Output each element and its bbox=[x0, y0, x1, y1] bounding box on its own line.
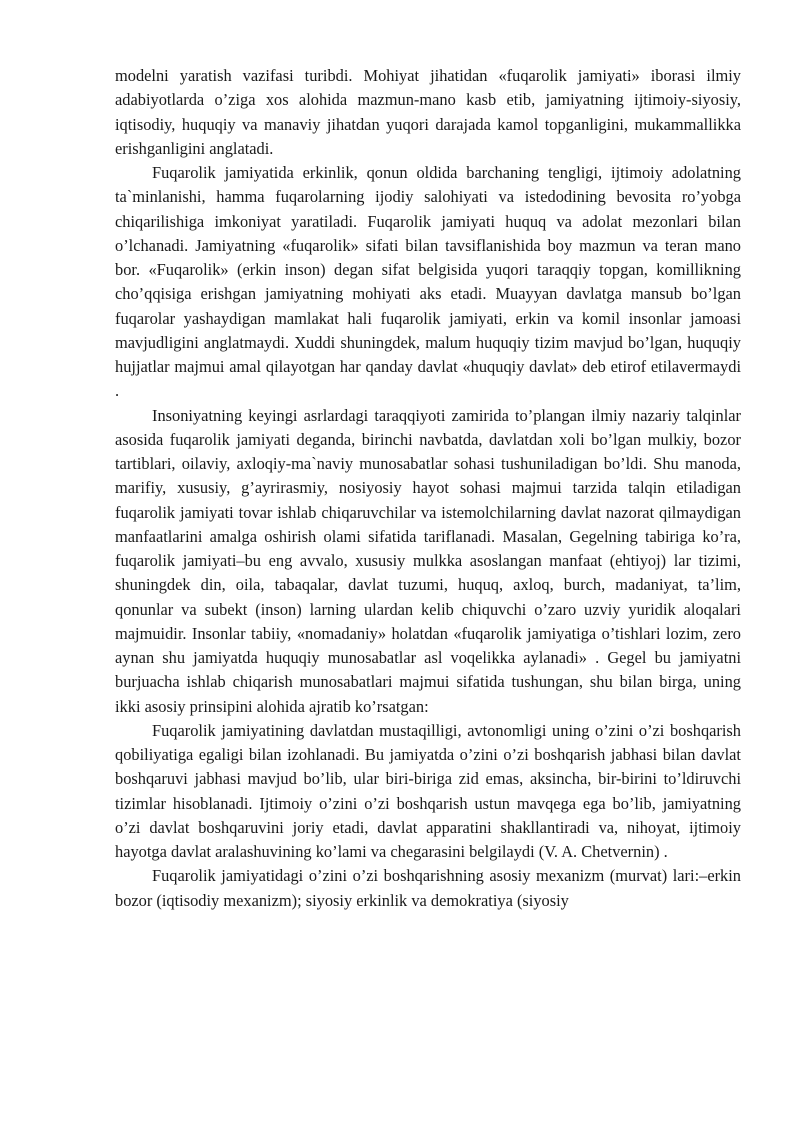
paragraph-2: Fuqarolik jamiyatida erkinlik, qonun oldida barchaning tengligi, ijtimoiy adolatning ta`minlanishi, hamma fuqarolarning ijodiy salohiyati va istedodining bevosita ro’yobga chiqarilishiga imkoniyat yaratiladi. Fuqarolik jamiyati huquq va adolat mezonlari bilan o’lchanadi. Jamiyatning «fuqarolik» sifati bilan tavsiflanishida boy mazmun va teran mano bor. «Fuqarolik» (erkin inson) degan sifat belgisida yuqori taraqqiy topgan, komillikning cho’qqisiga erishgan jamiyatning mohiyati aks etadi. Muayyan davlatga mansub bo’lgan fuqarolar yashaydigan mamlakat hali fuqarolik jamiyati, erkin va komil insonlar jamoasi mavjudligini anglatmaydi. Xuddi shuningdek, malum huquqiy tizim mavjud bo’lgan, huquqiy hujjatlar majmui amal qilayotgan har qanday davlat «huquqiy davlat» deb etirof etilavermaydi . bbox=[115, 163, 741, 401]
paragraph-3: Insoniyatning keyingi asrlardagi taraqqiyoti zamirida to’plangan ilmiy nazariy talqinlar asosida fuqarolik jamiyati deganda, birinchi navbatda, davlatdan xoli bo’lgan mulkiy, bozor tartiblari, oilaviy, axloqiy-ma`naviy munosabatlar sohasi tushuniladigan bo’ldi. Shu manoda, marifiy, xususiy, g’ayrirasmiy, nosiyosiy hayot sohasi majmui tarzida talqin etiladigan fuqarolik jamiyati tovar ishlab chiqaruvchilar va istemolchilarning davlat nazorat qilmaydigan manfaatlarini amalga oshirish olami sifatida tariflanadi. Masalan, Gegelning tabiriga ko’ra, fuqarolik jamiyati–bu eng avvalo, xususiy mulkka asoslangan manfaat (ehtiyoj) lar tizimi, shuningdek din, oila, tabaqalar, davlat tuzumi, huquq, axloq, burch, madaniyat, ta’lim, qonunlar va subekt (inson) larning ulardan kelib chiquvchi o’zaro uzviy yuridik aloqalari majmuidir. Insonlar tabiiy, «nomadaniy» holatdan «fuqarolik jamiyatiga o’tishlari lozim, zero aynan shu jamiyatda huquqiy munosabatlar asl voqelikka aylanadi» . Gegel bu jamiyatni burjuacha ishlab chiqarish munosabatlari majmui sifatida tushungan, shu bilan birga, uning ikki asosiy prinsipini alohida ajratib ko’rsatgan: bbox=[115, 405, 741, 716]
document-page bbox=[115, 64, 741, 913]
paragraph-1: modelni yaratish vazifasi turibdi. Mohiyat jihatidan «fuqarolik jamiyati» iborasi ilmiy adabiyotlarda o’ziga xos alohida mazmun-mano kasb etib, jamiyatning ijtimoiy-siyosiy, iqtisodiy, huquqiy va manaviy jihatdan yuqori darajada kamol topganligini, mukammallikka erishganligini anglatadi. bbox=[115, 66, 741, 158]
paragraph-4: Fuqarolik jamiyatining davlatdan mustaqilligi, avtonomligi uning o’zini o’zi boshqarish qobiliyatiga egaligi bilan izohlanadi. Bu jamiyatda o’zini o’zi boshqarish jabhasi bilan davlat boshqaruvi jabhasi mavjud bo’lib, ular biri-biriga zid emas, aksincha, bir-birini to’ldiruvchi tizimlar hisoblanadi. Ijtimoiy o’zini o’zi boshqarish ustun mavqega ega bo’lib, jamiyatning o’zi davlat boshqaruvini joriy etadi, davlat apparatini shakllantiradi va, nihoyat, ijtimoiy hayotga davlat aralashuvining ko’lami va chegarasini belgilaydi (V. A. Chetvernin) . bbox=[115, 720, 741, 861]
paragraph-5: Fuqarolik jamiyatidagi o’zini o’zi boshqarishning asosiy mexanizm (murvat) lari:–erkin bozor (iqtisodiy mexanizm); siyosiy erkinlik va demokratiya (siyosiy bbox=[115, 866, 741, 910]
